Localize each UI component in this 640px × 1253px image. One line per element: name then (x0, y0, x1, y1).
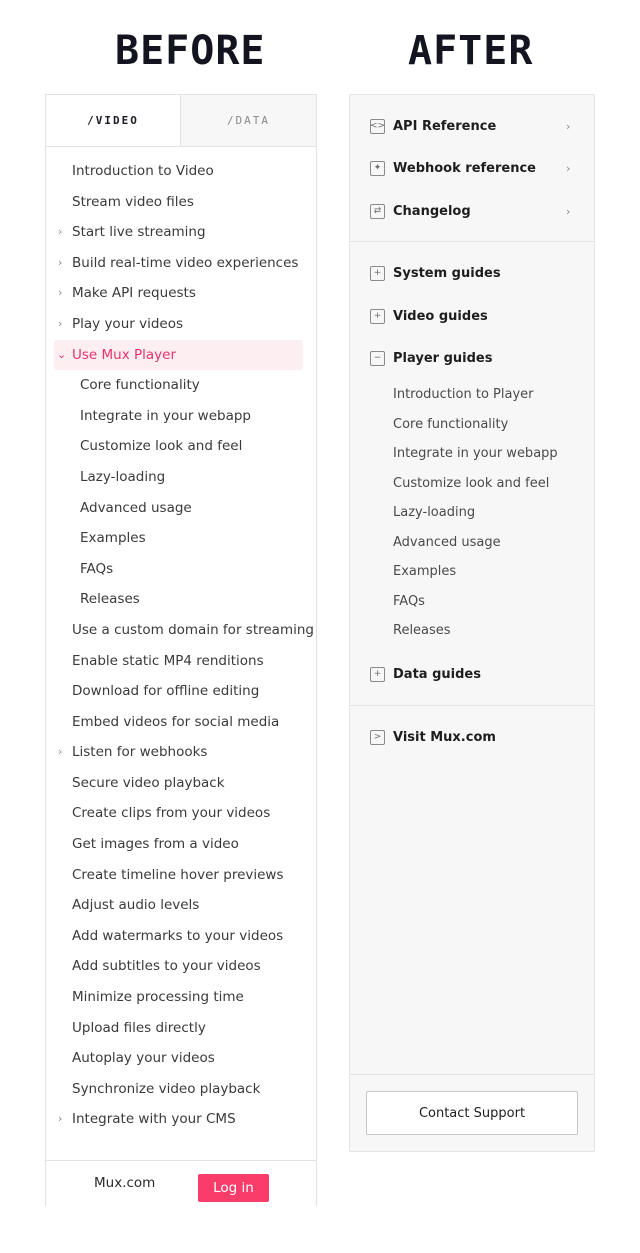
tab-bar (46, 94, 316, 147)
nav-item[interactable] (46, 707, 316, 738)
nav-item[interactable] (46, 890, 316, 921)
system-guides-toggle[interactable] (370, 263, 501, 283)
nav-item[interactable] (46, 737, 316, 768)
nav-subitem[interactable] (46, 584, 316, 615)
nav-subitem[interactable] (46, 431, 316, 462)
chevron-right-icon: › (58, 225, 63, 239)
nav-subitem[interactable] (46, 401, 316, 432)
player-guide-item[interactable]: Lazy-loading (393, 505, 476, 520)
data-guides-toggle[interactable] (370, 664, 481, 684)
player-guide-item[interactable]: Integrate in your webapp (393, 446, 558, 461)
nav-item[interactable] (46, 921, 316, 952)
nav-item-label: Create timeline hover previews (72, 866, 284, 883)
nav-item-label: Listen for webhooks (72, 744, 208, 761)
divider (350, 241, 594, 242)
before-sidebar (45, 94, 317, 1206)
nav-item[interactable] (46, 1013, 316, 1044)
after-sidebar (349, 94, 595, 1152)
nav-item-active[interactable] (54, 340, 303, 371)
visit-mux-label: Visit Mux.com (393, 729, 496, 745)
video-guides-toggle[interactable] (370, 306, 488, 326)
nav-item[interactable] (46, 217, 316, 248)
nav-item[interactable] (46, 646, 316, 677)
nav-item-label: Get images from a video (72, 836, 239, 853)
after-heading: AFTER (408, 28, 534, 74)
nav-item[interactable] (46, 829, 316, 860)
nav-subitem[interactable] (46, 462, 316, 493)
player-guide-item[interactable]: FAQs (393, 594, 425, 609)
nav-item[interactable] (46, 248, 316, 279)
plus-icon: + (370, 266, 385, 281)
nav-item-label: Enable static MP4 renditions (72, 652, 264, 669)
nav-item-label: Start live streaming (72, 224, 206, 241)
chevron-right-icon: › (566, 204, 571, 218)
video-guides-label: Video guides (393, 308, 488, 324)
nav-item-label: Add watermarks to your videos (72, 927, 284, 944)
nav-subitem[interactable] (46, 554, 316, 585)
nav-item[interactable] (46, 187, 316, 218)
nav-item-label: Add subtitles to your videos (72, 958, 261, 975)
webhook-icon: ✦ (370, 161, 385, 176)
nav-item-label: Upload files directly (72, 1019, 206, 1036)
login-button[interactable]: Log in (198, 1174, 269, 1202)
nav-item[interactable] (46, 676, 316, 707)
mux-com-link[interactable]: Mux.com (94, 1175, 156, 1191)
nav-item-label: Secure video playback (72, 774, 225, 791)
divider (350, 1074, 594, 1075)
chevron-right-icon: › (566, 161, 571, 175)
nav-item-label: Embed videos for social media (72, 713, 280, 730)
before-nav-list (46, 156, 316, 1135)
before-heading: BEFORE (115, 28, 266, 74)
nav-item[interactable] (46, 951, 316, 982)
nav-subitem[interactable] (46, 523, 316, 554)
nav-item-label: Customize look and feel (80, 438, 243, 455)
divider (350, 705, 594, 706)
nav-item-label: Lazy-loading (80, 468, 166, 485)
minus-icon: − (370, 351, 385, 366)
webhook-reference-link[interactable] (370, 158, 571, 178)
nav-item-label: Introduction to Video (72, 163, 214, 179)
chevron-right-icon: › (58, 286, 63, 300)
nav-item-label: Releases (80, 591, 140, 608)
chevron-right-icon: › (58, 745, 63, 759)
chevron-right-icon: › (58, 255, 63, 269)
nav-item[interactable] (46, 615, 316, 646)
changelog-label: Changelog (393, 203, 471, 219)
nav-item-label: Autoplay your videos (72, 1050, 215, 1067)
player-guide-item[interactable]: Introduction to Player (393, 387, 534, 402)
tab-video[interactable]: /VIDEO (46, 95, 181, 146)
contact-support-button[interactable]: Contact Support (366, 1091, 578, 1135)
nav-item[interactable] (46, 278, 316, 309)
changelog-icon: ⇄ (370, 204, 385, 219)
player-guides-label: Player guides (393, 350, 493, 366)
nav-item-label: Download for offline editing (72, 683, 260, 700)
player-guide-item[interactable]: Customize look and feel (393, 476, 550, 491)
nav-item-label: Stream video files (72, 193, 194, 210)
visit-mux-link[interactable] (370, 727, 496, 747)
nav-item-label: Use a custom domain for streaming (72, 621, 314, 638)
nav-item-label: FAQs (80, 560, 114, 577)
nav-item-label: Synchronize video playback (72, 1080, 261, 1097)
nav-item-label: Integrate in your webapp (80, 407, 251, 424)
api-reference-label: API Reference (393, 118, 497, 134)
nav-item[interactable] (46, 156, 316, 187)
nav-subitem[interactable] (46, 370, 316, 401)
player-guide-item[interactable]: Examples (393, 564, 457, 579)
nav-item-label: Examples (80, 530, 146, 547)
external-link-icon: > (370, 730, 385, 745)
changelog-link[interactable] (370, 201, 571, 221)
webhook-reference-label: Webhook reference (393, 160, 536, 176)
nav-item[interactable] (46, 982, 316, 1013)
player-guide-item[interactable]: Core functionality (393, 417, 509, 432)
nav-item-label: Core functionality (80, 377, 200, 394)
chevron-right-icon: › (58, 316, 63, 330)
nav-item-label: Play your videos (72, 315, 183, 332)
plus-icon: + (370, 309, 385, 324)
nav-item-label: Minimize processing time (72, 989, 244, 1006)
player-guide-item[interactable]: Releases (393, 623, 451, 638)
plus-icon: + (370, 667, 385, 682)
chevron-right-icon: › (58, 1112, 63, 1126)
data-guides-label: Data guides (393, 666, 481, 682)
tab-data[interactable]: /DATA (181, 95, 316, 146)
api-reference-link[interactable] (369, 116, 571, 136)
nav-item[interactable] (46, 798, 316, 829)
nav-item[interactable] (46, 1043, 316, 1074)
code-icon: <> (370, 119, 385, 134)
nav-item-label: Integrate with your CMS (72, 1111, 236, 1128)
nav-item-label: Advanced usage (80, 499, 192, 516)
player-guide-item[interactable]: Advanced usage (393, 535, 501, 550)
nav-item[interactable] (46, 860, 316, 891)
nav-item-label: Adjust audio levels (72, 897, 200, 914)
chevron-down-icon: ⌄ (57, 347, 67, 361)
nav-item-label: Build real-time video experiences (72, 254, 299, 271)
system-guides-label: System guides (393, 265, 501, 281)
nav-item[interactable] (46, 1104, 316, 1135)
nav-subitem[interactable] (46, 493, 316, 524)
nav-item[interactable] (46, 768, 316, 799)
nav-item[interactable] (46, 309, 316, 340)
player-guides-toggle[interactable] (370, 348, 492, 368)
nav-item-label: Create clips from your videos (72, 805, 271, 822)
before-footer (46, 1160, 316, 1206)
nav-item-label: Make API requests (72, 285, 196, 302)
nav-item[interactable] (46, 1074, 316, 1105)
nav-item-label: Use Mux Player (72, 346, 177, 363)
chevron-right-icon: › (566, 119, 571, 133)
